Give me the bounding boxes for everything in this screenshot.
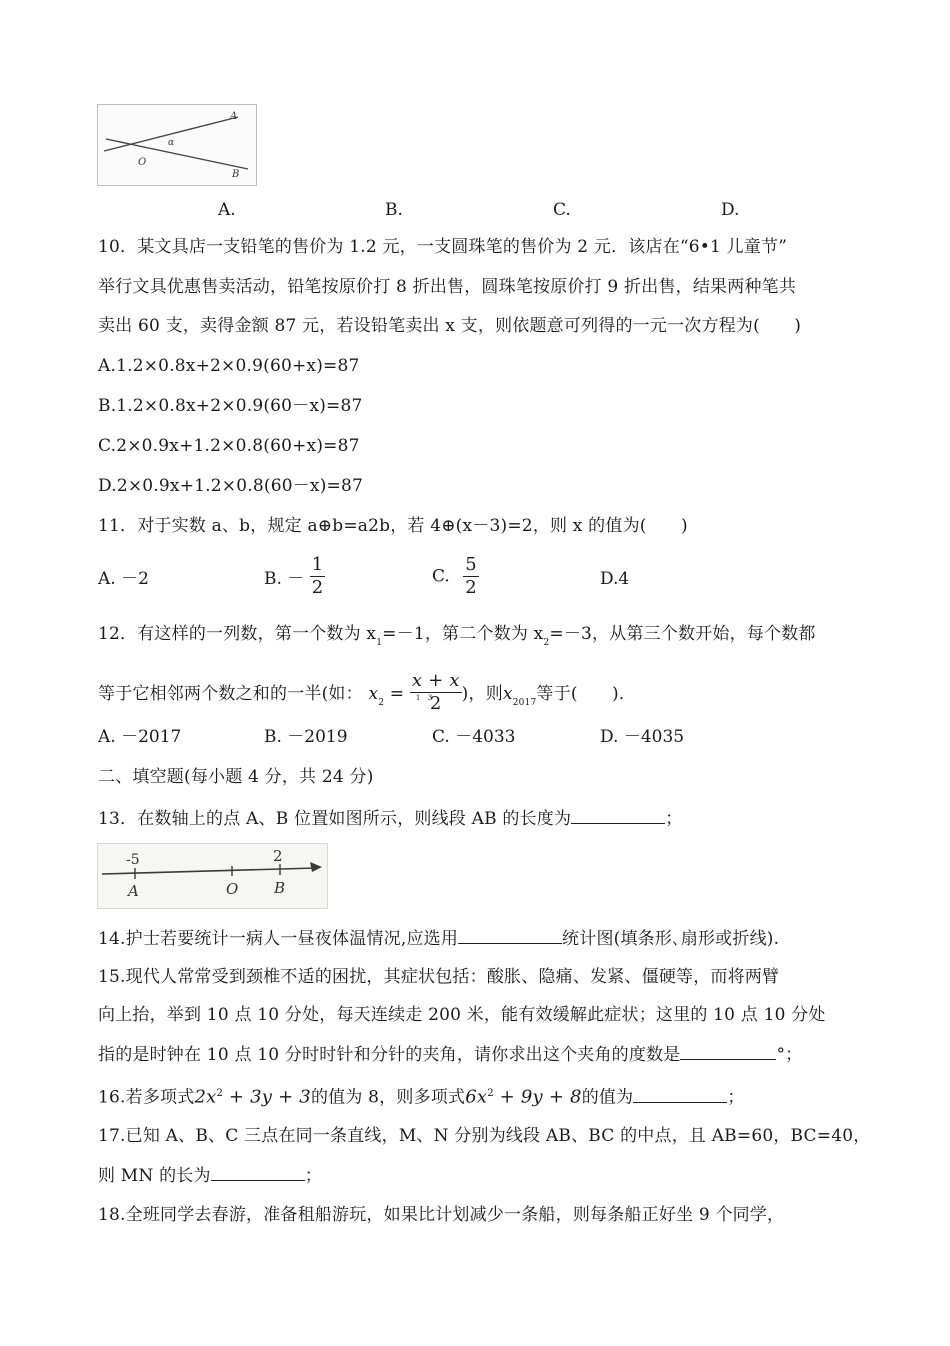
q11-option-b[interactable] (264, 554, 325, 599)
q11-option-c[interactable] (432, 554, 479, 599)
q12-text-a: 12．有这样的一列数，第一个数为 x (98, 624, 377, 644)
q16-poly1-rest: + 3y + 3 (223, 1086, 311, 1108)
q12-sub-2017: 2017 (512, 698, 537, 708)
q12-sub-2: 2 (543, 638, 550, 648)
q14-stem (98, 925, 779, 951)
axis-arrow (310, 862, 322, 872)
number-line (98, 844, 327, 908)
q15-tail: °； (776, 1045, 803, 1065)
q15-stem-line-1: 15.现代人常常受到颈椎不适的困扰，其症状包括：酸胀、隐痛、发紧、僵硬等，而将两臂 (98, 967, 780, 987)
q12-stem-line-2 (98, 670, 636, 715)
label-2: 2 (273, 847, 283, 865)
angle-figure (97, 104, 257, 186)
q12-text-f: 等于( )． (536, 684, 637, 704)
q17-tail: ； (304, 1166, 322, 1186)
q12-frac-subscripts: 1 3 (415, 694, 433, 702)
q10-stem-line-3: 卖出 60 支，卖得金额 87 元，若设铅笔卖出 x 支，则依题意可列得的一元一次方程为( ) (98, 316, 802, 336)
q17-answer-blank[interactable] (211, 1162, 305, 1181)
q16-poly2-lead: 6x (465, 1086, 488, 1108)
q10-option-a[interactable]: A.1.2×0.8x+2×0.9(60+x)=87 (98, 356, 360, 376)
q12-eq: = (384, 684, 410, 704)
q11-option-c-fraction (463, 554, 478, 599)
q12-option-a[interactable]: A. －2017 (98, 727, 182, 747)
q12-fraction (410, 670, 462, 715)
q12-x-2017: x (502, 684, 513, 704)
q14-tail: 统计图(填条形､扇形或折线). (562, 929, 780, 949)
q16-poly1-lead: 2x (194, 1086, 217, 1108)
q14-text: 14.护士若要统计一病人一昼夜体温情况,应选用 (98, 929, 459, 949)
q12-frac-denominator: 2 (429, 693, 442, 714)
q11-b-denominator: 2 (311, 577, 324, 598)
label-point-o: O (226, 880, 239, 898)
q11-option-d[interactable]: D.4 (600, 569, 630, 589)
q10-stem-line-1: 10．某文具店一支铅笔的售价为 1.2 元，一支圆珠笔的售价为 2 元．该店在“6•1 儿童节” (98, 237, 788, 257)
label-b: B (232, 169, 240, 180)
q12-frac-numerator: x + x (411, 670, 460, 691)
q16-text-b: 的值为 8，则多项式 (310, 1087, 466, 1108)
q10-option-d[interactable]: D.2×0.9x+1.2×0.8(60－x)=87 (98, 476, 364, 496)
number-line-figure (97, 843, 328, 909)
q13-answer-blank[interactable] (571, 805, 665, 824)
q9-option-b[interactable]: B. (385, 200, 403, 220)
q13-tail: ； (665, 809, 683, 829)
q12-stem-line-1 (98, 622, 816, 655)
section-2-heading: 二、填空题(每小题 4 分，共 24 分) (98, 767, 374, 787)
q15-answer-blank[interactable] (680, 1041, 776, 1060)
q16-poly2-exp: 2 (487, 1088, 494, 1099)
q16-tail: ； (727, 1087, 745, 1108)
q12-text-b: =－1，第二个数为 x (382, 624, 544, 644)
q15-text: 指的是时钟在 10 点 10 分时时针和分针的夹角，请你求出这个夹角的度数是 (98, 1045, 681, 1065)
label-point-a: A (128, 882, 139, 900)
q12-text-c: =－3，从第三个数开始，每个数都 (549, 624, 816, 644)
q12-option-b[interactable]: B. －2019 (264, 727, 348, 747)
q12-sub-1: 1 (376, 638, 383, 648)
q11-c-numerator: 5 (465, 554, 477, 575)
axis-line (102, 868, 316, 874)
q13-text: 13．在数轴上的点 A、B 位置如图所示，则线段 AB 的长度为 (98, 809, 572, 829)
q11-stem: 11．对于实数 a、b，规定 a⊕b=a2b，若 4⊕(x－3)=2，则 x 的值为( ) (98, 516, 688, 536)
q17-stem-line-2 (98, 1162, 322, 1188)
q12-sub-x2: 2 (378, 698, 385, 708)
q12-option-d[interactable]: D. －4035 (600, 727, 685, 747)
q11-option-a[interactable]: A. －2 (98, 569, 149, 589)
q12-text-e: )，则 (461, 684, 503, 704)
q11-b-numerator: 1 (311, 554, 324, 575)
q16-text-c: 的值为 (581, 1087, 634, 1108)
q16-poly2-rest: + 9y + 8 (493, 1086, 582, 1108)
q13-stem (98, 805, 682, 831)
label-a: A (230, 111, 238, 122)
q11-option-b-fraction (310, 554, 325, 599)
q17-stem-line-1: 17.已知 A、B、C 三点在同一条直线，M、N 分别为线段 AB、BC 的中点，且 AB=60，BC=40， (98, 1126, 871, 1146)
q17-text: 则 MN 的长为 (98, 1166, 211, 1186)
q9-option-d[interactable]: D. (721, 200, 740, 220)
q16-stem (98, 1082, 745, 1110)
q15-stem-line-2: 向上抬，举到 10 点 10 分处，每天连续走 200 米，能有效缓解此症状；这里的 10 点 10 分处 (98, 1005, 826, 1025)
q11-option-b-prefix: B. － (264, 569, 305, 589)
angle-diagram (98, 105, 256, 185)
q16-answer-blank[interactable] (633, 1084, 727, 1103)
q10-option-b[interactable]: B.1.2×0.8x+2×0.9(60－x)=87 (98, 396, 363, 416)
label-o: O (138, 157, 147, 168)
q14-answer-blank[interactable] (458, 925, 562, 944)
q18-stem-line-1: 18.全班同学去春游，准备租船游玩，如果比计划减少一条船，则每条船正好坐 9 个同学， (98, 1205, 785, 1225)
ray-ob (106, 139, 248, 169)
q15-stem-line-3 (98, 1041, 802, 1067)
q16-text-a: 16.若多项式 (98, 1087, 195, 1108)
q12-text-d: 等于它相邻两个数之和的一半(如： (98, 684, 363, 704)
q12-option-c[interactable]: C. －4033 (432, 727, 516, 747)
q11-option-c-prefix: C. (432, 566, 450, 587)
q12-x: x (368, 684, 379, 704)
q11-c-denominator: 2 (465, 577, 477, 598)
label-minus-5: -5 (126, 852, 140, 868)
q10-stem-line-2: 举行文具优惠售卖活动，铅笔按原价打 8 折出售，圆珠笔按原价打 9 折出售，结果两种笔共 (98, 277, 797, 297)
q9-option-a[interactable]: A. (218, 200, 236, 220)
label-alpha: α (168, 138, 175, 148)
q10-option-c[interactable]: C.2×0.9x+1.2×0.8(60+x)=87 (98, 436, 360, 456)
label-point-b: B (274, 879, 286, 897)
q9-option-c[interactable]: C. (553, 200, 571, 220)
q16-poly1-exp: 2 (216, 1088, 224, 1099)
